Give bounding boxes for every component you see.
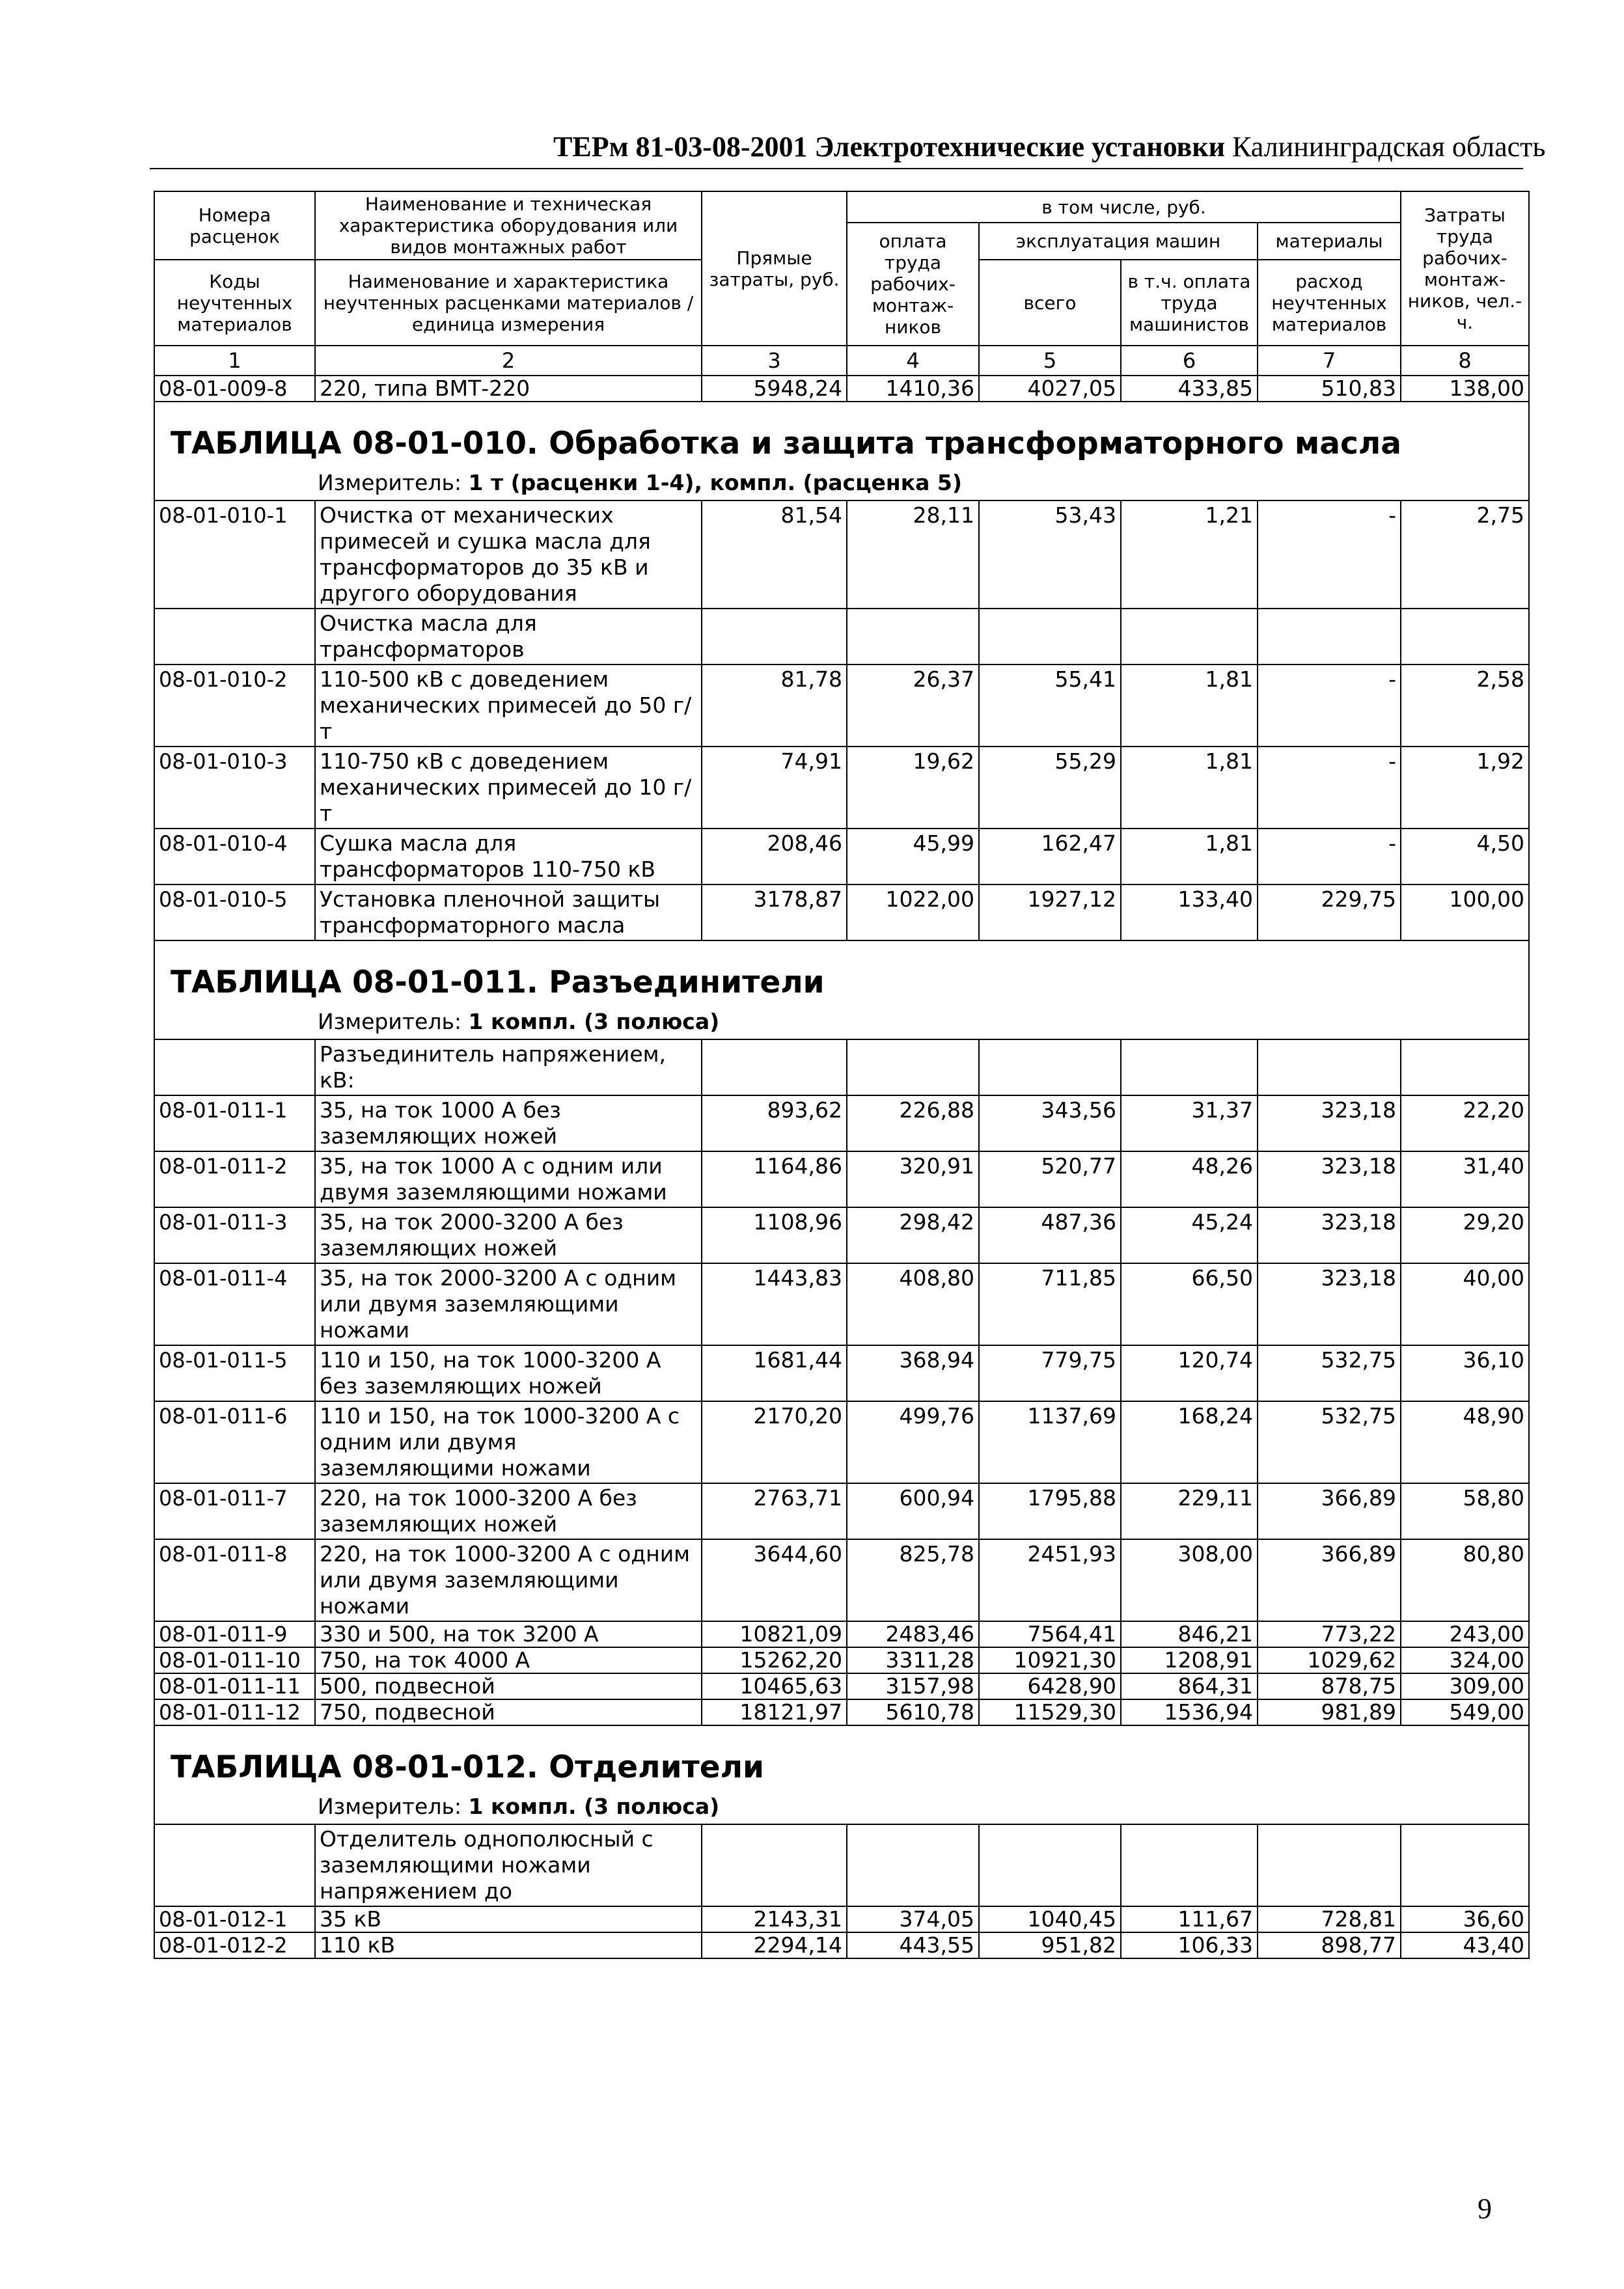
labor-cost: 45,99 [847, 829, 979, 884]
work-name: Сушка масла для трансформаторов 110-750 кВ [315, 829, 702, 884]
operator-cost: 308,00 [1121, 1539, 1258, 1621]
direct-cost: 3644,60 [702, 1539, 847, 1621]
table-row [154, 1539, 1529, 1621]
work-name: 110-750 кВ с доведением механических примесей до 10 г/т [315, 747, 702, 829]
direct-cost: 3178,87 [702, 884, 847, 940]
machine-cost: 711,85 [979, 1263, 1121, 1345]
col8-header: Затраты труда рабочих-монтаж-ников, чел.-ч. [1401, 191, 1529, 346]
column-number: 5 [979, 346, 1121, 376]
labor-hours: 549,00 [1401, 1699, 1529, 1725]
header-region: Калининградская область [1232, 131, 1546, 163]
rate-code: 08-01-010-4 [154, 829, 315, 884]
work-name: 750, на ток 4000 А [315, 1647, 702, 1673]
table-row [154, 1345, 1529, 1401]
col4-header: оплата труда рабочих-монтаж-ников [847, 223, 979, 346]
empty-cell [979, 1039, 1121, 1095]
labor-cost: 298,42 [847, 1207, 979, 1263]
empty-cell [154, 609, 315, 665]
meter-cell [154, 465, 1529, 500]
operator-cost: 48,26 [1121, 1151, 1258, 1207]
labor-cost: 2483,46 [847, 1621, 979, 1647]
work-name: 330 и 500, на ток 3200 А [315, 1621, 702, 1647]
machine-cost: 6428,90 [979, 1673, 1121, 1699]
rate-code: 08-01-010-1 [154, 500, 315, 609]
materials-cost: - [1258, 665, 1401, 747]
direct-cost: 81,54 [702, 500, 847, 609]
table-row [154, 1647, 1529, 1673]
table-row [154, 1483, 1529, 1539]
operator-cost: 111,67 [1121, 1906, 1258, 1932]
table-row [154, 1095, 1529, 1151]
rate-code: 08-01-011-10 [154, 1647, 315, 1673]
empty-cell [1258, 609, 1401, 665]
labor-hours: 1,92 [1401, 747, 1529, 829]
meter-row [154, 1789, 1529, 1824]
meter-row [154, 1004, 1529, 1039]
table-row [154, 1263, 1529, 1345]
work-name: 220, типа ВМТ-220 [315, 376, 702, 402]
empty-cell [979, 609, 1121, 665]
labor-cost: 28,11 [847, 500, 979, 609]
labor-hours: 58,80 [1401, 1483, 1529, 1539]
labor-cost: 19,62 [847, 747, 979, 829]
labor-hours: 22,20 [1401, 1095, 1529, 1151]
labor-hours: 36,10 [1401, 1345, 1529, 1401]
work-name: Установка пленочной защиты трансформаторного масла [315, 884, 702, 940]
machine-cost: 53,43 [979, 500, 1121, 609]
operator-cost: 1,21 [1121, 500, 1258, 609]
group-heading-row [154, 609, 1529, 665]
labor-hours: 29,20 [1401, 1207, 1529, 1263]
labor-cost: 600,94 [847, 1483, 979, 1539]
machine-cost: 779,75 [979, 1345, 1121, 1401]
table-row [154, 1621, 1529, 1647]
rate-code: 08-01-011-3 [154, 1207, 315, 1263]
empty-cell [1258, 1824, 1401, 1906]
work-name: 110-500 кВ с доведением механических примесей до 50 г/т [315, 665, 702, 747]
materials-cost: - [1258, 500, 1401, 609]
direct-cost: 1443,83 [702, 1263, 847, 1345]
rate-code: 08-01-012-2 [154, 1932, 315, 1958]
section-title-cell [154, 1725, 1529, 1789]
machine-cost: 55,29 [979, 747, 1121, 829]
column-number: 4 [847, 346, 979, 376]
header-title: ТЕРм 81-03-08-2001 Электротехнические установки [553, 131, 1226, 163]
operator-cost: 120,74 [1121, 1345, 1258, 1401]
col2-top: Наименование и техническая характеристика оборудования или видов монтажных работ [315, 191, 702, 260]
meter-cell [154, 1004, 1529, 1039]
table-row [154, 829, 1529, 884]
labor-hours: 2,75 [1401, 500, 1529, 609]
table-row [154, 665, 1529, 747]
operator-cost: 1,81 [1121, 829, 1258, 884]
direct-cost: 893,62 [702, 1095, 847, 1151]
empty-cell [1121, 1824, 1258, 1906]
col2-bottom: Наименование и характеристика неучтенных расценками материалов / единица измерения [315, 260, 702, 346]
rate-code: 08-01-011-1 [154, 1095, 315, 1151]
labor-cost: 226,88 [847, 1095, 979, 1151]
col6-header: в т.ч. оплата труда машинистов [1121, 260, 1258, 346]
col7-header: расход неучтенных материалов [1258, 260, 1401, 346]
materials-cost: 981,89 [1258, 1699, 1401, 1725]
operator-cost: 66,50 [1121, 1263, 1258, 1345]
operator-cost: 106,33 [1121, 1932, 1258, 1958]
machine-cost: 1927,12 [979, 884, 1121, 940]
labor-hours: 243,00 [1401, 1621, 1529, 1647]
work-name: 35 кВ [315, 1906, 702, 1932]
materials-header: материалы [1258, 223, 1401, 260]
work-name: 35, на ток 1000 А без заземляющих ножей [315, 1095, 702, 1151]
operator-cost: 433,85 [1121, 376, 1258, 402]
labor-hours: 40,00 [1401, 1263, 1529, 1345]
materials-cost: 323,18 [1258, 1095, 1401, 1151]
empty-cell [847, 609, 979, 665]
group-heading: Разъединитель напряжением, кВ: [315, 1039, 702, 1095]
section-title: ТАБЛИЦА 08-01-010. Обработка и защита трансформаторного масла [171, 426, 1402, 461]
materials-cost: - [1258, 747, 1401, 829]
materials-cost: 366,89 [1258, 1483, 1401, 1539]
group-header: в том числе, руб. [847, 191, 1401, 223]
table-row [154, 884, 1529, 940]
direct-cost: 15262,20 [702, 1647, 847, 1673]
materials-cost: 532,75 [1258, 1401, 1401, 1483]
direct-cost: 2294,14 [702, 1932, 847, 1958]
empty-cell [702, 609, 847, 665]
direct-cost: 10821,09 [702, 1621, 847, 1647]
operator-cost: 846,21 [1121, 1621, 1258, 1647]
empty-cell [1121, 1039, 1258, 1095]
work-name: Очистка от механических примесей и сушка масла для трансформаторов до 35 кВ и другого оборудования [315, 500, 702, 609]
table-row [154, 747, 1529, 829]
rate-code: 08-01-011-11 [154, 1673, 315, 1699]
direct-cost: 208,46 [702, 829, 847, 884]
rate-code: 08-01-011-2 [154, 1151, 315, 1207]
work-name: 35, на ток 2000-3200 А без заземляющих ножей [315, 1207, 702, 1263]
labor-cost: 5610,78 [847, 1699, 979, 1725]
operator-cost: 168,24 [1121, 1401, 1258, 1483]
rate-code: 08-01-011-5 [154, 1345, 315, 1401]
operator-cost: 1,81 [1121, 747, 1258, 829]
empty-cell [1121, 609, 1258, 665]
meter-value: 1 компл. (3 полюса) [468, 1009, 720, 1034]
materials-cost: 773,22 [1258, 1621, 1401, 1647]
section-title-cell [154, 940, 1529, 1004]
materials-cost: 323,18 [1258, 1263, 1401, 1345]
machine-cost: 520,77 [979, 1151, 1121, 1207]
rate-code: 08-01-010-5 [154, 884, 315, 940]
materials-cost: 323,18 [1258, 1207, 1401, 1263]
direct-cost: 2143,31 [702, 1906, 847, 1932]
rate-code: 08-01-011-7 [154, 1483, 315, 1539]
labor-cost: 374,05 [847, 1906, 979, 1932]
materials-cost: 510,83 [1258, 376, 1401, 402]
labor-hours: 100,00 [1401, 884, 1529, 940]
labor-hours: 309,00 [1401, 1673, 1529, 1699]
direct-cost: 2763,71 [702, 1483, 847, 1539]
column-number: 2 [315, 346, 702, 376]
meter-label: Измеритель: [318, 470, 462, 495]
labor-cost: 825,78 [847, 1539, 979, 1621]
rate-code: 08-01-011-6 [154, 1401, 315, 1483]
machine-cost: 343,56 [979, 1095, 1121, 1151]
operator-cost: 133,40 [1121, 884, 1258, 940]
col1-top: Номера расценок [154, 191, 315, 260]
rate-code: 08-01-009-8 [154, 376, 315, 402]
labor-cost: 1022,00 [847, 884, 979, 940]
empty-cell [154, 1824, 315, 1906]
group-heading: Отделитель однополюсный с заземляющими ножами напряжением до [315, 1824, 702, 1906]
section-title: ТАБЛИЦА 08-01-011. Разъединители [171, 965, 825, 1000]
col5-header: всего [979, 260, 1121, 346]
work-name: 110 и 150, на ток 1000-3200 А с одним или двумя заземляющими ножами [315, 1401, 702, 1483]
labor-cost: 499,76 [847, 1401, 979, 1483]
empty-cell [847, 1039, 979, 1095]
materials-cost: 323,18 [1258, 1151, 1401, 1207]
table-row [154, 376, 1529, 402]
column-number-row [154, 346, 1529, 376]
work-name: 220, на ток 1000-3200 А с одним или двумя заземляющими ножами [315, 1539, 702, 1621]
materials-cost: - [1258, 829, 1401, 884]
direct-cost: 1108,96 [702, 1207, 847, 1263]
work-name: 35, на ток 2000-3200 А с одним или двумя заземляющими ножами [315, 1263, 702, 1345]
machine-cost: 55,41 [979, 665, 1121, 747]
materials-cost: 1029,62 [1258, 1647, 1401, 1673]
empty-cell [1401, 1824, 1529, 1906]
meter-cell [154, 1789, 1529, 1824]
labor-cost: 368,94 [847, 1345, 979, 1401]
labor-hours: 4,50 [1401, 829, 1529, 884]
labor-hours: 80,80 [1401, 1539, 1529, 1621]
labor-cost: 26,37 [847, 665, 979, 747]
table-row [154, 1151, 1529, 1207]
rate-code: 08-01-010-2 [154, 665, 315, 747]
meter-value: 1 т (расценки 1-4), компл. (расценка 5) [468, 470, 962, 495]
direct-cost: 81,78 [702, 665, 847, 747]
machine-cost: 11529,30 [979, 1699, 1121, 1725]
section-title-cell [154, 402, 1529, 465]
labor-hours: 2,58 [1401, 665, 1529, 747]
labor-cost: 320,91 [847, 1151, 979, 1207]
direct-cost: 1681,44 [702, 1345, 847, 1401]
meter-label: Измеритель: [318, 1794, 462, 1819]
rate-code: 08-01-011-12 [154, 1699, 315, 1725]
materials-cost: 532,75 [1258, 1345, 1401, 1401]
machine-cost: 1040,45 [979, 1906, 1121, 1932]
direct-cost: 10465,63 [702, 1673, 847, 1699]
column-number: 1 [154, 346, 315, 376]
section-title-row [154, 1725, 1529, 1789]
table-row [154, 1699, 1529, 1725]
machine-cost: 2451,93 [979, 1539, 1121, 1621]
labor-hours: 48,90 [1401, 1401, 1529, 1483]
machine-cost: 4027,05 [979, 376, 1121, 402]
materials-cost: 728,81 [1258, 1906, 1401, 1932]
labor-cost: 3157,98 [847, 1673, 979, 1699]
work-name: 500, подвесной [315, 1673, 702, 1699]
rate-code: 08-01-011-9 [154, 1621, 315, 1647]
section-title-row [154, 402, 1529, 465]
section-title: ТАБЛИЦА 08-01-012. Отделители [171, 1749, 764, 1785]
labor-hours: 324,00 [1401, 1647, 1529, 1673]
header-row [154, 191, 1529, 223]
empty-cell [1401, 1039, 1529, 1095]
labor-cost: 408,80 [847, 1263, 979, 1345]
table-row [154, 1932, 1529, 1958]
table-row [154, 1401, 1529, 1483]
group-heading-row [154, 1039, 1529, 1095]
direct-cost: 74,91 [702, 747, 847, 829]
empty-cell [154, 1039, 315, 1095]
empty-cell [979, 1824, 1121, 1906]
machine-cost: 1137,69 [979, 1401, 1121, 1483]
section-title-row [154, 940, 1529, 1004]
empty-cell [1401, 609, 1529, 665]
group-heading: Очистка масла для трансформаторов [315, 609, 702, 665]
materials-cost: 878,75 [1258, 1673, 1401, 1699]
work-name: 110 кВ [315, 1932, 702, 1958]
rate-code: 08-01-012-1 [154, 1906, 315, 1932]
machine-cost: 487,36 [979, 1207, 1121, 1263]
meter-label: Измеритель: [318, 1009, 462, 1034]
work-name: 750, подвесной [315, 1699, 702, 1725]
labor-hours: 36,60 [1401, 1906, 1529, 1932]
group-heading-row [154, 1824, 1529, 1906]
operator-cost: 864,31 [1121, 1673, 1258, 1699]
materials-cost: 898,77 [1258, 1932, 1401, 1958]
machine-cost: 1795,88 [979, 1483, 1121, 1539]
rate-code: 08-01-011-8 [154, 1539, 315, 1621]
direct-cost: 5948,24 [702, 376, 847, 402]
rate-code: 08-01-010-3 [154, 747, 315, 829]
col3-header: Прямые затраты, руб. [702, 191, 847, 346]
column-number: 7 [1258, 346, 1401, 376]
labor-cost: 3311,28 [847, 1647, 979, 1673]
work-name: 220, на ток 1000-3200 А без заземляющих ножей [315, 1483, 702, 1539]
empty-cell [847, 1824, 979, 1906]
col1-bottom: Коды неучтенных материалов [154, 260, 315, 346]
table-row [154, 1673, 1529, 1699]
operator-cost: 31,37 [1121, 1095, 1258, 1151]
labor-cost: 443,55 [847, 1932, 979, 1958]
labor-hours: 31,40 [1401, 1151, 1529, 1207]
labor-hours: 138,00 [1401, 376, 1529, 402]
rates-table [154, 191, 1530, 1959]
machine-cost: 162,47 [979, 829, 1121, 884]
empty-cell [1258, 1039, 1401, 1095]
labor-cost: 1410,36 [847, 376, 979, 402]
machine-cost: 7564,41 [979, 1621, 1121, 1647]
meter-row [154, 465, 1529, 500]
labor-hours: 43,40 [1401, 1932, 1529, 1958]
table-row [154, 1207, 1529, 1263]
direct-cost: 18121,97 [702, 1699, 847, 1725]
empty-cell [702, 1039, 847, 1095]
running-header [553, 130, 1546, 163]
direct-cost: 2170,20 [702, 1401, 847, 1483]
machine-cost: 951,82 [979, 1932, 1121, 1958]
table-row [154, 1906, 1529, 1932]
materials-cost: 229,75 [1258, 884, 1401, 940]
table-row [154, 500, 1529, 609]
machine-cost: 10921,30 [979, 1647, 1121, 1673]
work-name: 35, на ток 1000 А с одним или двумя заземляющими ножами [315, 1151, 702, 1207]
rate-code: 08-01-011-4 [154, 1263, 315, 1345]
column-number: 8 [1401, 346, 1529, 376]
meter-value: 1 компл. (3 полюса) [468, 1794, 720, 1819]
operator-cost: 1,81 [1121, 665, 1258, 747]
direct-cost: 1164,86 [702, 1151, 847, 1207]
page-number: 9 [1478, 2193, 1492, 2225]
machines-header: эксплуатация машин [979, 223, 1258, 260]
operator-cost: 229,11 [1121, 1483, 1258, 1539]
operator-cost: 45,24 [1121, 1207, 1258, 1263]
operator-cost: 1536,94 [1121, 1699, 1258, 1725]
column-number: 6 [1121, 346, 1258, 376]
header-rule [150, 168, 1523, 169]
operator-cost: 1208,91 [1121, 1647, 1258, 1673]
work-name: 110 и 150, на ток 1000-3200 А без заземляющих ножей [315, 1345, 702, 1401]
column-number: 3 [702, 346, 847, 376]
materials-cost: 366,89 [1258, 1539, 1401, 1621]
empty-cell [702, 1824, 847, 1906]
